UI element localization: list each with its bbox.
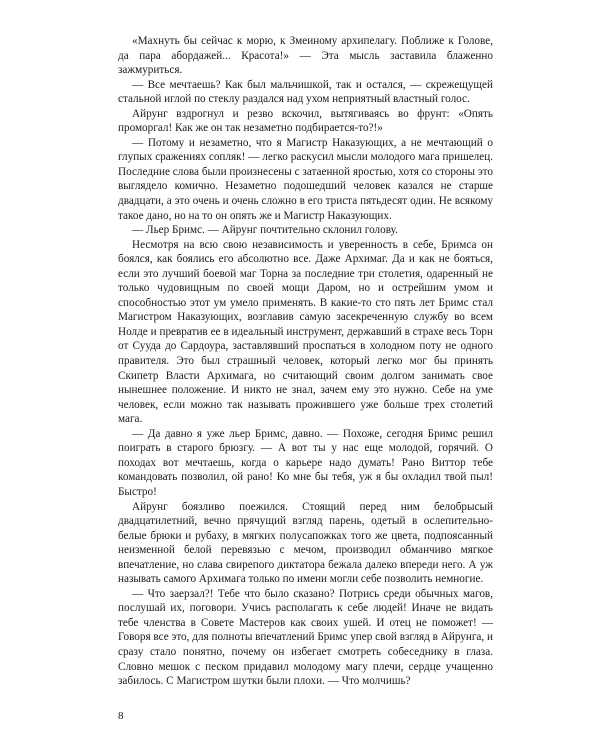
page-body-text [118,34,493,689]
paragraph: — Что заерзал?! Тебе что было сказано? Потрись среди обычных магов, послушай их, поговори. Учись располагать к себе людей! Иначе не видать тебе членства в Совете Мастеров как своих ушей. И отец не поможет! — Говоря все это, для полноты впечатлений Бримс упер свой взгляд в Айрунга, и сразу стало понятно, почему он избегает смотреть собеседнику в глаза. Словно мешок с песком придавил молодому магу плечи, сердце учащенно забилось. С Магистром шутки были плохи. — Что молчишь? [118,587,493,688]
paragraph: Айрунг вздрогнул и резво вскочил, вытягиваясь во фрунт: «Опять проморгал! Как же он так незаметно подбирается-то?!» [118,107,493,135]
paragraph: — Да давно я уже льер Бримс, давно. — Похоже, сегодня Бримс решил поиграть в старого брюзгу. — А вот ты у нас еще молодой, горячий. О походах вот мечтаешь, когда о карьере надо думать! Рано Виттор тебе командовать позволил, ой рано! Ко мне бы тебя, уж я бы охладил твой пыл! Быстро! [118,427,493,498]
paragraph: Айрунг боязливо поежился. Стоящий перед ним белобрысый двадцатилетний, вечно прячущий взгляд парень, одетый в ослепительно-белые брюки и рубаху, в мягких полусапожках того же цвета, подпоясанный неизменной белой перевязью с мечом, производил обманчиво мягкое впечатление, но слава свирепого диктатора бежала далеко впереди него. А уж называть самого Архимага только по имени могли себе позволить немногие. [118,500,493,586]
paragraph: «Махнуть бы сейчас к морю, к Змеиному архипелагу. Поближе к Голове, да пара абордажей... Красота!» — Эта мысль заставила блаженно зажмуриться. [118,35,493,77]
page-number: 8 [118,710,124,722]
paragraph: — Льер Бримс. — Айрунг почтительно склонил голову. [132,224,398,237]
paragraph: Несмотря на всю свою независимость и уверенность в себе, Бримса он боялся, как боялись его абсолютно все. Даже Архимаг. Да и как не бояться, если это лучший боевой маг Торна за последние три столетия, одаренный не только чудовищным по своей мощи Даром, но и острейшим умом и способностью этот ум умело применять. В какие-то сто пять лет Бримс стал Магистром Наказующих, возглавив самую засекреченную службу во всем Нолде и превратив ее в идеальный инструмент, державший в страхе весь Торн от Сууда до Сардоура, заставлявший проспаться в холодном поту не одного правителя. Это был страшный человек, который легко мог бы принять Скипетр Власти Архимага, но считающий своим долгом занимать свое нынешнее положение. И никто не знал, зачем ему это нужно. Себе на уме человек, если можно так называть прожившего уже больше трех столетий мага. [118,238,493,426]
paragraph: — Потому и незаметно, что я Магистр Наказующих, а не мечтающий о глупых сражениях сопляк! — легко раскусил мысли молодого мага пришелец. Последние слова были произнесены с затаенной яростью, хотя со стороны это выглядело комично. Незаметно подошедший человек казался не старше двадцати, а это очень и очень сложно в его триста пятьдесят один. Не всякому такое дано, но на то он опять же и Магистр Наказующих. [118,136,493,222]
paragraph: — Все мечтаешь? Как был мальчишкой, так и остался, — скрежещущей стальной иглой по стеклу раздался над ухом неприятный властный голос. [118,78,493,106]
